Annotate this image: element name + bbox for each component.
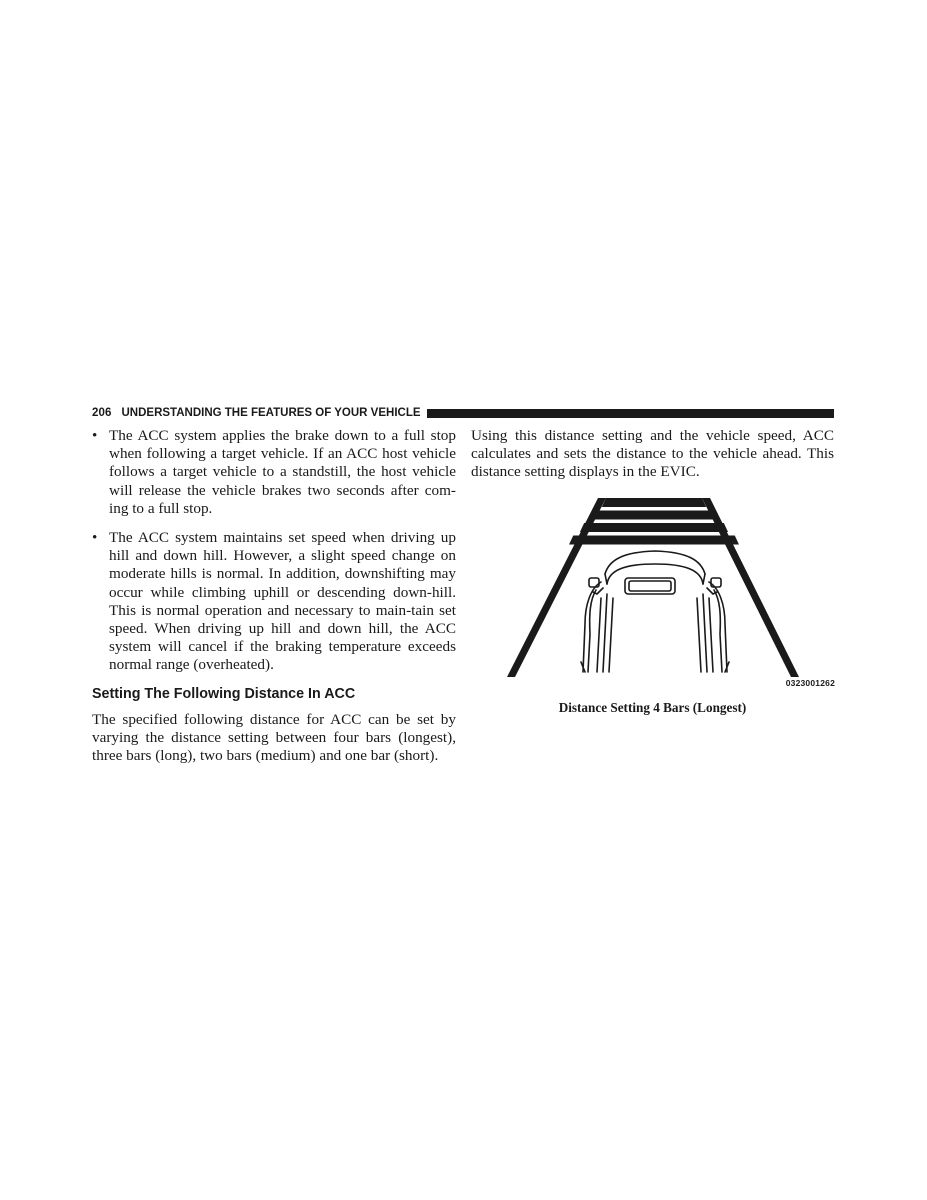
left-column bbox=[92, 427, 456, 765]
distance-bar-4 bbox=[569, 536, 739, 545]
figure-code: 0323001262 bbox=[785, 678, 835, 688]
chapter-title: UNDERSTANDING THE FEATURES OF YOUR VEHICLE bbox=[121, 407, 421, 419]
header-rule bbox=[427, 409, 834, 418]
bullet-icon: • bbox=[92, 529, 98, 547]
figure-caption: Distance Setting 4 Bars (Longest) bbox=[558, 700, 747, 715]
bullet-item-full-stop bbox=[92, 427, 456, 518]
section-heading: Setting The Following Distance In ACC bbox=[92, 685, 356, 702]
distance-bar-3 bbox=[580, 523, 728, 532]
bullet-text: The ACC system maintains set speed when driving up hill and down hill. However, a slight speed change on moderate hills is normal. In addition, downshifting may occur while climbing uphill or descending down-hill. This is normal operation and necessary to main-tain set speed. When driving up hill and down hill, the ACC system will cancel if the braking temperature exceeds normal range (overheated). bbox=[109, 529, 456, 674]
bullet-list bbox=[92, 427, 456, 675]
distance-setting-figure bbox=[505, 494, 835, 694]
vehicle-icon bbox=[581, 551, 729, 672]
road-and-vehicle-illustration bbox=[505, 494, 835, 680]
distance-bar-2 bbox=[591, 511, 717, 520]
distance-setting-paragraph: Using this distance setting and the vehicle speed, ACC calculates and sets the distance to the vehicle ahead. This distance setting displays in the EVIC. bbox=[471, 427, 834, 481]
page-header bbox=[92, 405, 834, 421]
right-column bbox=[471, 427, 834, 482]
bullet-text: The ACC system applies the brake down to a full stop when following a target vehicle. If an ACC host vehicle follows a target vehicle to a standstill, the host vehicle will release the vehicle brakes two seconds after com-ing to a full stop. bbox=[109, 427, 456, 517]
following-distance-paragraph: The specified following distance for ACC can be set by varying the distance setting between four bars (longest), three bars (long), two bars (medium) and one bar (short). bbox=[92, 710, 456, 765]
bullet-item-hills bbox=[92, 529, 456, 675]
page-number: 206 bbox=[92, 407, 112, 419]
bullet-icon: • bbox=[92, 427, 98, 444]
distance-bar-1 bbox=[602, 498, 706, 507]
